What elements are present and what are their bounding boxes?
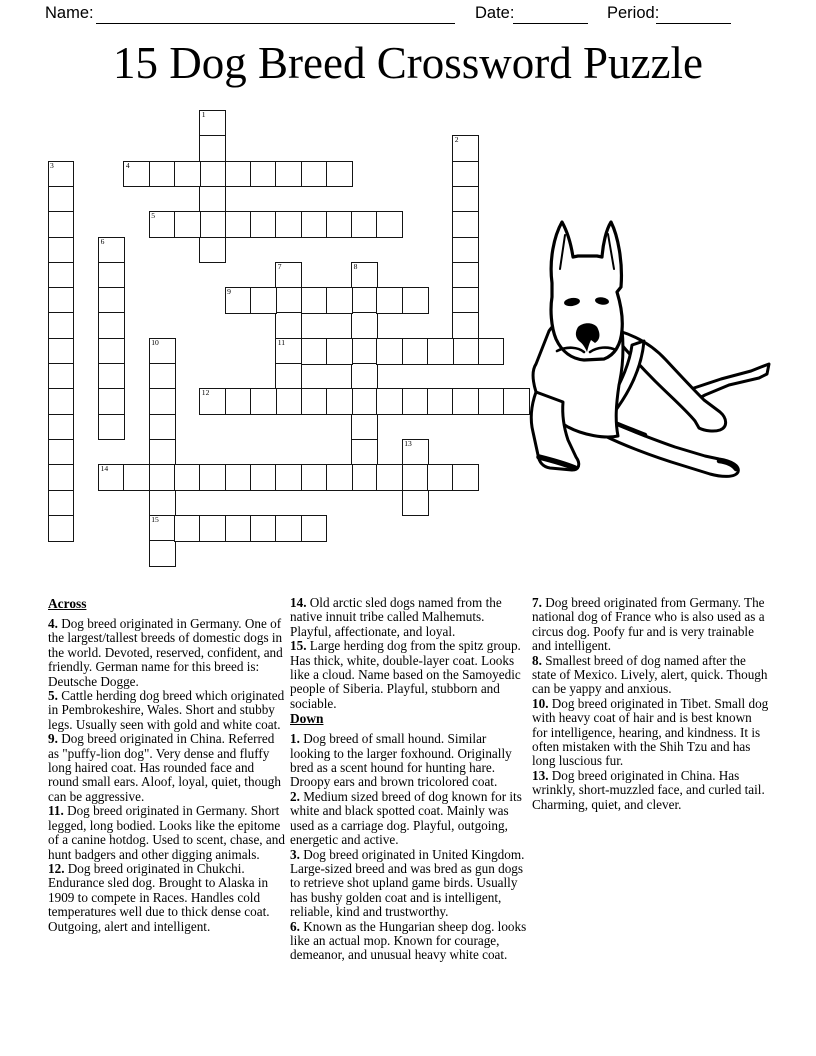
grid-cell[interactable] — [149, 515, 176, 542]
grid-cell[interactable] — [123, 464, 150, 491]
grid-cell[interactable] — [452, 161, 479, 188]
grid-cell[interactable] — [48, 388, 75, 415]
grid-cell-number: 14 — [100, 464, 109, 474]
grid-cell[interactable] — [199, 135, 226, 162]
grid-cell[interactable] — [301, 515, 328, 542]
grid-cell[interactable] — [225, 287, 252, 314]
grid-cell[interactable] — [275, 363, 302, 390]
grid-cell[interactable] — [402, 287, 429, 314]
grid-cell[interactable] — [48, 363, 75, 390]
grid-cell[interactable] — [351, 211, 378, 238]
grid-cell[interactable] — [199, 110, 226, 137]
dog-tail — [691, 364, 769, 401]
grid-cell[interactable] — [48, 237, 75, 264]
grid-cell[interactable] — [48, 287, 75, 314]
clue-d7: 7. Dog breed originated from Germany. The national dog of France who is also used as a circus dog. Poofy fur and is very trainable and intelligent. — [532, 595, 765, 654]
grid-cell[interactable] — [376, 211, 403, 238]
grid-cell[interactable] — [199, 464, 226, 491]
grid-cell[interactable] — [98, 388, 125, 415]
grid-cell[interactable] — [48, 490, 75, 517]
grid-cell[interactable] — [48, 338, 75, 365]
grid-cell[interactable] — [250, 388, 277, 415]
grid-cell[interactable] — [427, 338, 454, 365]
grid-cell[interactable] — [149, 540, 176, 567]
grid-cell[interactable] — [452, 186, 479, 213]
grid-cell-number: 4 — [125, 160, 130, 170]
clue-d2: 2. Medium sized breed of dog known for its white and black spotted coat. Mainly was used as a carriage dog. Playful, outgoing, energetic and active. — [290, 788, 522, 848]
grid-cell[interactable] — [452, 262, 479, 289]
grid-cell[interactable] — [326, 388, 353, 415]
grid-cell[interactable] — [376, 287, 403, 314]
grid-cell-number: 15 — [151, 514, 159, 524]
grid-cell[interactable] — [402, 490, 429, 517]
grid-cell[interactable] — [452, 388, 479, 415]
grid-cell[interactable] — [478, 388, 505, 415]
down-heading: Down — [290, 711, 324, 727]
grid-cell[interactable] — [149, 161, 176, 188]
name-label: Name: — [45, 4, 94, 22]
grid-cell[interactable] — [351, 464, 378, 491]
grid-cell[interactable] — [250, 211, 277, 238]
grid-cell-number: 11 — [277, 337, 285, 347]
grid-cell[interactable] — [98, 363, 125, 390]
grid-cell[interactable] — [326, 287, 353, 314]
grid-cell[interactable] — [149, 439, 176, 466]
grid-cell[interactable] — [199, 388, 226, 415]
grid-cell[interactable] — [427, 464, 454, 491]
grid-cell[interactable] — [351, 287, 378, 314]
grid-cell[interactable] — [275, 262, 302, 289]
grid-cell[interactable] — [351, 338, 378, 365]
grid-cell[interactable] — [326, 161, 353, 188]
grid-cell[interactable] — [326, 464, 353, 491]
grid-cell-number: 5 — [151, 211, 155, 221]
across-heading: Across — [48, 596, 87, 611]
grid-cell[interactable] — [326, 211, 353, 238]
clue-column — [48, 596, 286, 963]
grid-cell[interactable] — [376, 464, 403, 491]
grid-cell[interactable] — [351, 388, 378, 415]
grid-cell[interactable] — [149, 464, 176, 491]
grid-cell[interactable] — [376, 388, 403, 415]
grid-cell[interactable] — [275, 211, 302, 238]
grid-cell[interactable] — [250, 515, 277, 542]
grid-cell[interactable] — [275, 161, 302, 188]
grid-cell[interactable] — [402, 338, 429, 365]
grid-cell[interactable] — [351, 363, 378, 390]
clue-a11: 11. Dog breed originated in Germany. Short legged, long bodied. Looks like the epitome of a canine hotdog. Used to scent, chase, and hunt badgers and other digging animals. — [48, 803, 285, 862]
grid-cell[interactable] — [275, 388, 302, 415]
grid-cell[interactable] — [98, 287, 125, 314]
grid-cell-number: 10 — [151, 337, 159, 347]
grid-cell[interactable] — [48, 312, 75, 339]
grid-cell[interactable] — [149, 338, 176, 365]
grid-cell[interactable] — [250, 464, 277, 491]
grid-cell[interactable] — [452, 237, 479, 264]
clue-d10: 10. Dog breed originated in Tibet. Small dog with heavy coat of hair and is best known for intelligence, hearing, and kindness. It is often mistaken with the Shih Tzu and has long luscious fur. — [532, 695, 769, 769]
clue-a9: 9. Dog breed originated in China. Referred as "puffy-lion dog". Very dense and fluffy long haired coat. Has rounded face and round small ears. Aloof, loyal, quiet, though can be aggressive. — [48, 731, 281, 804]
clue-d13: 13. Dog breed originated in China. Has wrinkly, short-muzzled face, and curled tail. Charming, quiet, and clever. — [532, 767, 765, 812]
grid-cell[interactable] — [98, 237, 125, 264]
grid-cell[interactable] — [452, 287, 479, 314]
grid-cell[interactable] — [351, 414, 378, 441]
dog-illustration — [523, 209, 791, 491]
grid-cell[interactable] — [225, 464, 252, 491]
grid-cell[interactable] — [48, 464, 75, 491]
clue-d1: 1. Dog breed of small hound. Similar looking to the larger foxhound. Originally bred as a scent hound for hunting hare. Droopy ears and brown tricolored coat. — [290, 731, 512, 790]
grid-cell[interactable] — [98, 414, 125, 441]
grid-cell[interactable] — [149, 414, 176, 441]
grid-cell-number: 12 — [201, 388, 210, 398]
grid-cell[interactable] — [376, 338, 403, 365]
grid-cell-number: 7 — [277, 261, 282, 271]
grid-cell[interactable] — [199, 186, 226, 213]
grid-cell[interactable] — [48, 161, 75, 188]
grid-cell[interactable] — [199, 161, 226, 188]
grid-cell[interactable] — [48, 439, 75, 466]
clue-column — [290, 596, 528, 963]
clue-a4: 4. Dog breed originated in Germany. One of the largest/tallest breeds of domestic dogs in the world. Devoted, reserved, confident, and friendly. German name for this breed is: Deutsche Dogge. — [48, 616, 283, 689]
grid-cell[interactable] — [275, 312, 302, 339]
clue-a14: 14. Old arctic sled dogs named from the native innuit tribe called Malhemuts. Playful, affectionate, and loyal. — [290, 595, 502, 639]
grid-cell[interactable] — [301, 211, 328, 238]
grid-cell[interactable] — [326, 338, 353, 365]
grid-cell[interactable] — [199, 237, 226, 264]
clue-a12: 12. Dog breed originated in Chukchi. Endurance sled dog. Brought to Alaska in 1909 to compete in Races. Handles cold temperatures well due to thick dense coat. Outgoing, alert and intelligent. — [48, 860, 270, 934]
grid-cell-number: 3 — [50, 160, 54, 170]
clue-d6: 6. Known as the Hungarian sheep dog. looks like an actual mop. Known for courage, demeanor, and unusual heavy white coat. — [290, 918, 527, 963]
grid-cell[interactable] — [351, 262, 378, 289]
grid-cell[interactable] — [250, 287, 277, 314]
date-label: Date: — [475, 4, 515, 22]
grid-cell[interactable] — [427, 388, 454, 415]
grid-cell[interactable] — [199, 211, 226, 238]
grid-cell-number: 1 — [201, 110, 206, 119]
grid-cell-number: 9 — [227, 287, 231, 297]
grid-cell[interactable] — [301, 287, 328, 314]
grid-cell[interactable] — [301, 161, 328, 188]
grid-cell[interactable] — [225, 515, 252, 542]
grid-cell[interactable] — [225, 161, 252, 188]
grid-cell[interactable] — [250, 161, 277, 188]
grid-cell[interactable] — [275, 515, 302, 542]
grid-cell[interactable] — [402, 464, 429, 491]
grid-cell[interactable] — [402, 439, 429, 466]
grid-cell[interactable] — [174, 161, 201, 188]
grid-cell[interactable] — [48, 414, 75, 441]
grid-cell-number: 2 — [454, 135, 459, 145]
grid-cell[interactable] — [478, 338, 505, 365]
grid-cell[interactable] — [275, 338, 302, 365]
grid-cell[interactable] — [301, 338, 328, 365]
grid-cell[interactable] — [452, 464, 479, 491]
grid-cell[interactable] — [48, 186, 75, 213]
grid-cell[interactable] — [275, 287, 302, 314]
grid-cell[interactable] — [225, 388, 252, 415]
grid-cell[interactable] — [351, 312, 378, 339]
grid-cell[interactable] — [275, 464, 302, 491]
grid-cell[interactable] — [48, 262, 75, 289]
grid-cell[interactable] — [149, 363, 176, 390]
grid-cell[interactable] — [98, 262, 125, 289]
grid-cell[interactable] — [452, 312, 479, 339]
grid-cell[interactable] — [351, 439, 378, 466]
grid-cell-number: 8 — [353, 261, 358, 271]
clues-section — [48, 596, 770, 963]
grid-cell[interactable] — [452, 211, 479, 238]
grid-cell[interactable] — [149, 211, 176, 238]
grid-cell[interactable] — [48, 515, 75, 542]
page-title: 15 Dog Breed Crossword Puzzle — [113, 38, 703, 88]
grid-cell[interactable] — [301, 388, 328, 415]
grid-cell[interactable] — [174, 211, 201, 238]
grid-cell-number: 6 — [100, 236, 105, 246]
grid-cell-number: 13 — [404, 438, 412, 448]
grid-cell[interactable] — [452, 135, 479, 162]
clue-d8: 8. Smallest breed of dog named after the state of Mexico. Lively, alert, quick. Though can be yappy and anxious. — [532, 652, 768, 697]
grid-cell[interactable] — [225, 211, 252, 238]
period-label: Period: — [607, 4, 660, 22]
grid-cell[interactable] — [98, 464, 125, 491]
grid-cell[interactable] — [174, 515, 201, 542]
grid-cell[interactable] — [98, 312, 125, 339]
clue-column — [532, 596, 770, 963]
grid-cell[interactable] — [199, 515, 226, 542]
grid-cell[interactable] — [149, 388, 176, 415]
grid-cell[interactable] — [402, 388, 429, 415]
grid-cell[interactable] — [301, 464, 328, 491]
grid-cell[interactable] — [174, 464, 201, 491]
grid-cell[interactable] — [98, 338, 125, 365]
grid-cell[interactable] — [452, 338, 479, 365]
grid-cell[interactable] — [48, 211, 75, 238]
clue-d3: 3. Dog breed originated in United Kingdom. Large-sized breed and was bred as gun dogs to retrieve shot upland game birds. Usually has bushy golden coat and is intelligent, reliable, kind and trustworthy. — [290, 846, 525, 920]
clue-a15: 15. Large herding dog from the spitz group. Has thick, white, double-layer coat. Looks like a cloud. Name based on the Samoyedic people of Siberia. Playful, stubborn and sociable. — [290, 638, 521, 711]
grid-cell[interactable] — [149, 490, 176, 517]
clue-a5: 5. Cattle herding dog breed which originated in Pembrokeshire, Wales. Short and stubby legs. Usually seen with gold and white coat. — [48, 688, 285, 732]
grid-cell[interactable] — [123, 161, 150, 188]
